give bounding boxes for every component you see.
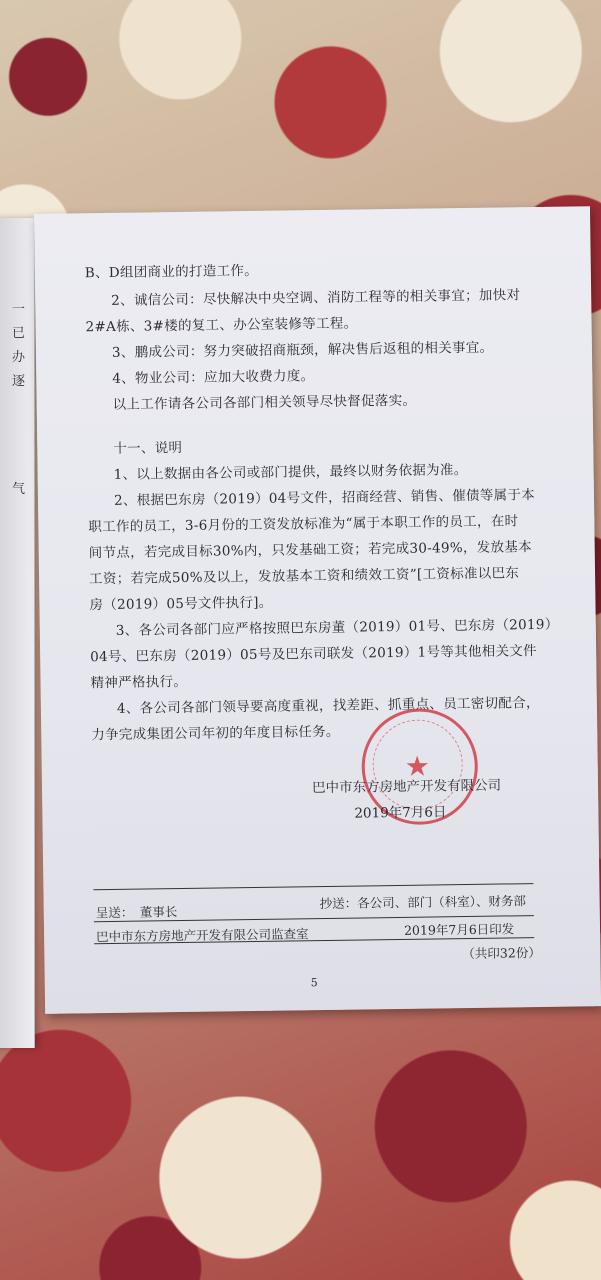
body-line: 1、以上数据由各公司或部门提供，最终以财务依据为准。 bbox=[113, 461, 468, 483]
submit-label: 呈送： bbox=[95, 904, 134, 921]
copies: （共印32份） bbox=[462, 944, 541, 962]
body-line: 间节点，若完成目标30%内，只发基础工资；若完成30-49%，发放基本 bbox=[88, 539, 533, 562]
document-page bbox=[34, 206, 601, 1014]
signature-company: 巴中市东方房地产开发有限公司 bbox=[311, 777, 502, 797]
left-page-fragment: 已 bbox=[12, 326, 26, 341]
body-line: 4、物业公司：应加大收费力度。 bbox=[112, 368, 315, 387]
signature-date: 2019年7月6日 bbox=[354, 804, 447, 822]
footer-rule bbox=[93, 883, 533, 890]
body-line: 力争完成集团公司年初的年度目标任务。 bbox=[91, 723, 340, 744]
body-line: 2、诚信公司：尽快解决中央空调、消防工程等的相关事宜；加快对 bbox=[111, 287, 521, 309]
body-line: 2、根据巴东房（2019）04号文件，招商经营、销售、催债等属于本 bbox=[113, 487, 536, 509]
body-line: 04号、巴东房（2019）05号及巴东司联发（2019）1号等其他相关文件 bbox=[90, 643, 538, 666]
left-page-fragment: 气 bbox=[12, 482, 26, 497]
body-line: 3、鹏成公司：努力突破招商瓶颈，解决售后返租的相关事宜。 bbox=[111, 339, 494, 361]
page-number: 5 bbox=[310, 976, 318, 990]
body-line: 精神严格执行。 bbox=[90, 673, 188, 692]
submit-to: 董事长 bbox=[139, 904, 178, 920]
print-date: 2019年7月6日印发 bbox=[403, 921, 515, 938]
body-line: 以上工作请各公司各部门相关领导尽快督促落实。 bbox=[112, 392, 417, 413]
body-line: 4、各公司各部门领导要高度重视，找差距、抓重点、员工密切配合， bbox=[116, 694, 540, 717]
body-line: 工资；若完成50%及以上，发放基本工资和绩效工资”[工资标准以巴东 bbox=[88, 565, 520, 588]
body-line: B、D组团商业的打造工作。 bbox=[84, 262, 259, 282]
cc-line: 抄送：各公司、部门（科室）、财务部 bbox=[319, 893, 527, 912]
body-line: 房（2019）05号文件执行]。 bbox=[89, 594, 273, 614]
body-line: 2#A栋、3#楼的复工、办公室装修等工程。 bbox=[85, 315, 358, 336]
left-page-edge bbox=[0, 218, 35, 1048]
issuer: 巴中市东方房地产开发有限公司监查室 bbox=[95, 926, 309, 945]
section-heading: 十一、说明 bbox=[113, 439, 183, 457]
left-page-fragment: 逐 bbox=[12, 374, 26, 389]
left-page-fragment: 办 bbox=[12, 350, 26, 365]
body-line: 职工作的员工，3-6月份的工资发放标准为“属于本职工作的员工，在时 bbox=[88, 513, 519, 536]
left-page-fragment: 一 bbox=[12, 302, 26, 317]
body-line: 3、各公司各部门应严格按照巴东房董（2019）01号、巴东房（2019） bbox=[115, 616, 559, 639]
seal-star-icon: ★ bbox=[404, 749, 431, 783]
